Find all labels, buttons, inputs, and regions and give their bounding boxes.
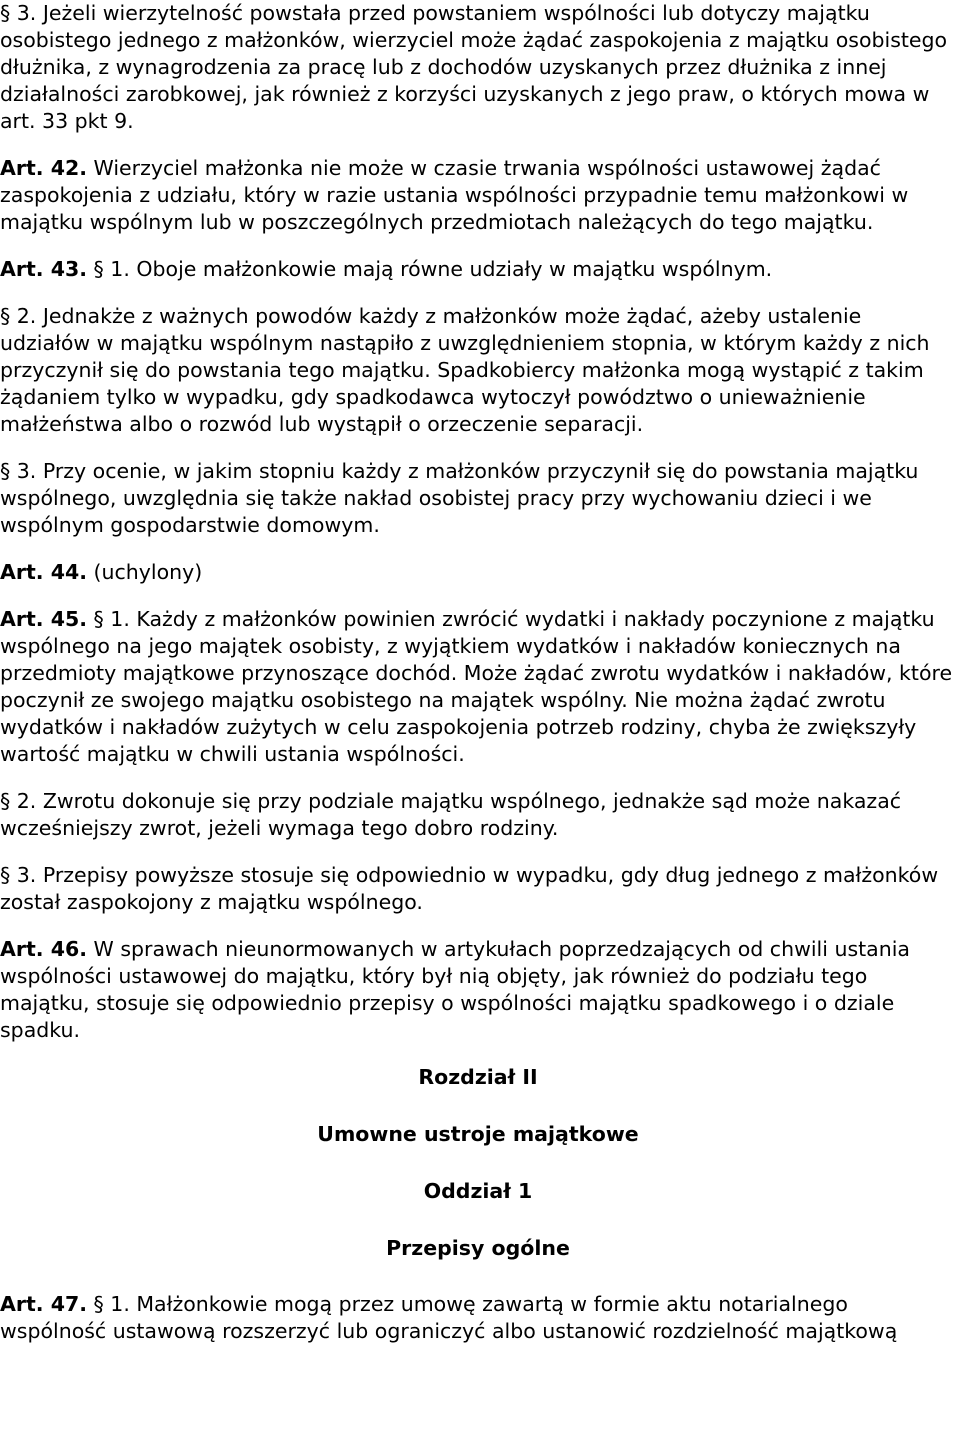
chapter-heading: Rozdział II (418, 1065, 538, 1089)
section-title: Przepisy ogólne (386, 1236, 570, 1260)
art42-paragraph: Art. 42. Wierzyciel małżonka nie może w czasie trwania wspólności ustawowej żądać zaspokojenia z udziału, który w razie ustania wspólności przypadnie temu małżonkowi w majątku wspólnym lub w poszczególnych przedmiotach należących do tego majątku. (0, 156, 909, 234)
art45-paragraph-2: § 2. Zwrotu dokonuje się przy podziale majątku wspólnego, jednakże sąd może nakazać wcześniejszy zwrot, jeżeli wymaga tego dobro rodziny. (0, 789, 902, 840)
art43-paragraph-2: § 2. Jednakże z ważnych powodów każdy z małżonków może żądać, ażeby ustalenie udziałów w majątku wspólnym nastąpiło z uwzględnieniem stopnia, w którym każdy z nich przyczynił się do powstania tego majątku. Spadkobiercy małżonka mogą wystąpić z takim żądaniem tylko w wypadku, gdy spadkodawca wytoczył powództwo o unieważnienie małżeństwa albo o rozwód lub wystąpił o orzeczenie separacji. (0, 304, 930, 436)
section-heading: Oddział 1 (423, 1179, 533, 1203)
article-label: Art. 45. (0, 607, 88, 631)
art41-paragraph-3: § 3. Jeżeli wierzytelność powstała przed powstaniem wspólności lub dotyczy majątku osobistego jednego z małżonków, wierzyciel może żądać zaspokojenia z majątku osobistego dłużnika, z wynagrodzenia za pracę lub z dochodów uzyskanych przez dłużnika z innej działalności zarobkowej, jak również z korzyści uzyskanych z jego praw, o których mowa w art. 33 pkt 9. (0, 1, 948, 133)
article-label: Art. 47. (0, 1292, 88, 1316)
art47-paragraph-1: Art. 47. § 1. Małżonkowie mogą przez umowę zawartą w formie aktu notarialnego wspólność ustawową rozszerzyć lub ograniczyć albo ustanowić rozdzielność majątkową (0, 1292, 898, 1343)
article-label: Art. 44. (0, 560, 88, 584)
art44-paragraph: Art. 44. (uchylony) (0, 560, 203, 584)
art45-paragraph-3: § 3. Przepisy powyższe stosuje się odpowiednio w wypadku, gdy dług jednego z małżonków został zaspokojony z majątku wspólnego. (0, 863, 939, 914)
article-label: Art. 46. (0, 937, 88, 961)
article-label: Art. 43. (0, 257, 88, 281)
art45-paragraph-1: Art. 45. § 1. Każdy z małżonków powinien zwrócić wydatki i nakłady poczynione z majątku wspólnego na jego majątek osobisty, z wyjątkiem wydatków i nakładów koniecznych na przedmioty majątkowe przynoszące dochód. Może żądać zwrotu wydatków i nakładów, które poczynił ze swojego majątku osobistego na majątek wspólny. Nie można żądać zwrotu wydatków i nakładów zużytych w celu zaspokojenia potrzeb rodziny, chyba że zwiększyły wartość majątku w chwili ustania wspólności. (0, 607, 953, 766)
art43-paragraph-1: Art. 43. § 1. Oboje małżonkowie mają równe udziały w majątku wspólnym. (0, 257, 773, 281)
art46-paragraph: Art. 46. W sprawach nieunormowanych w artykułach poprzedzających od chwili ustania wspólności ustawowej do majątku, który był nią objęty, jak również do podziału tego majątku, stosuje się odpowiednio przepisy o wspólności majątku spadkowego i o dziale spadku. (0, 937, 910, 1042)
article-label: Art. 42. (0, 156, 88, 180)
chapter-title: Umowne ustroje majątkowe (317, 1122, 639, 1146)
art43-paragraph-3: § 3. Przy ocenie, w jakim stopniu każdy z małżonków przyczynił się do powstania majątku wspólnego, uwzględnia się także nakład osobistej pracy przy wychowaniu dzieci i we wspólnym gospodarstwie domowym. (0, 459, 919, 537)
